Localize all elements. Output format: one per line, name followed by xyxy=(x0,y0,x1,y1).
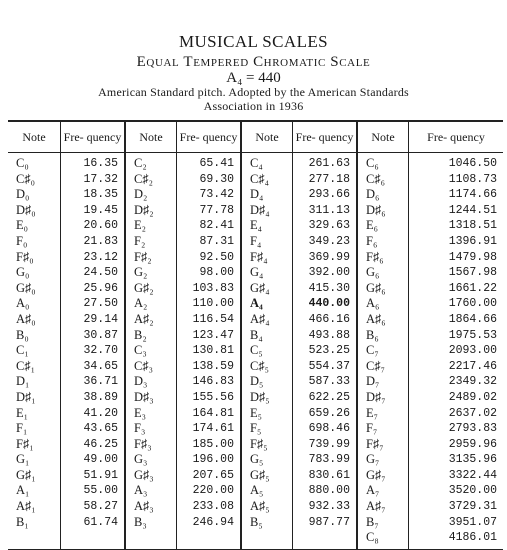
frequency-cell: 349.23 xyxy=(308,234,350,248)
standard-note-line-2: Association in 1936 xyxy=(203,99,304,113)
frequency-cell: 18.35 xyxy=(83,188,118,202)
note-cell: D₇ xyxy=(366,374,380,389)
frequency-cell: 830.61 xyxy=(308,468,350,482)
frequency-cell: 19.45 xyxy=(83,203,118,217)
note-cell: A♯₁ xyxy=(16,499,36,514)
frequency-cell: 110.00 xyxy=(192,297,234,311)
frequency-cell: 3951.07 xyxy=(448,515,497,529)
frequency-cell: 155.56 xyxy=(192,390,234,404)
frequency-cell: 41.20 xyxy=(83,406,118,420)
frequency-cell: 146.83 xyxy=(192,375,234,389)
frequency-cell: 523.25 xyxy=(308,344,350,358)
frequency-cell: 3729.31 xyxy=(448,500,497,514)
frequency-cell: 2093.00 xyxy=(448,344,497,358)
frequency-column-1 xyxy=(60,153,124,549)
note-cell: B₁ xyxy=(16,514,29,529)
frequency-cell: 466.16 xyxy=(308,312,350,326)
frequency-cell: 2349.32 xyxy=(448,375,497,389)
frequency-cell: 3322.44 xyxy=(448,468,497,482)
frequency-cell: 34.65 xyxy=(83,359,118,373)
note-cell: A₅ xyxy=(250,483,264,498)
frequency-cell: 1396.91 xyxy=(448,234,497,248)
frequency-cell: 233.08 xyxy=(192,500,234,514)
note-cell: E₁ xyxy=(16,405,28,420)
note-cell: B₇ xyxy=(366,514,379,529)
frequency-cell: 369.99 xyxy=(308,250,350,264)
note-cell: C₁ xyxy=(16,343,29,358)
note-cell: F₄ xyxy=(250,233,262,248)
frequency-cell: 55.00 xyxy=(83,484,118,498)
note-cell: F₆ xyxy=(366,233,378,248)
note-cell: D₂ xyxy=(134,187,148,202)
frequency-cell: 23.12 xyxy=(83,250,118,264)
note-cell: E₆ xyxy=(366,218,378,233)
note-cell: D♯₀ xyxy=(16,202,36,217)
note-cell: G₄ xyxy=(250,265,264,280)
frequency-cell: 1244.51 xyxy=(448,203,497,217)
note-cell: A₂ xyxy=(134,296,148,311)
note-cell: C♯₆ xyxy=(366,171,385,186)
frequency-cell: 69.30 xyxy=(199,172,234,186)
note-cell: A♯₅ xyxy=(250,499,270,514)
note-column-3 xyxy=(240,153,292,549)
note-cell: A₆ xyxy=(366,296,380,311)
note-cell: C₇ xyxy=(366,343,379,358)
note-cell: F♯₇ xyxy=(366,436,384,451)
note-cell: F♯₀ xyxy=(16,249,34,264)
frequency-cell: 73.42 xyxy=(199,188,234,202)
frequency-cell: 554.37 xyxy=(308,359,350,373)
note-cell: C₅ xyxy=(250,343,263,358)
frequency-cell: 392.00 xyxy=(308,266,350,280)
frequency-cell: 21.83 xyxy=(83,234,118,248)
note-cell: C₂ xyxy=(134,156,147,170)
frequency-cell: 329.63 xyxy=(308,219,350,233)
note-cell: C♯₅ xyxy=(250,358,269,373)
note-cell: A₇ xyxy=(366,483,380,498)
frequency-cell: 1864.66 xyxy=(448,312,497,326)
frequency-cell: 185.00 xyxy=(192,437,234,451)
note-cell: C♯₇ xyxy=(366,358,385,373)
note-cell: C₃ xyxy=(134,343,147,358)
frequency-cell: 2793.83 xyxy=(448,422,497,436)
frequency-cell: 739.99 xyxy=(308,437,350,451)
frequency-cell: 932.33 xyxy=(308,500,350,514)
frequency-cell: 98.00 xyxy=(199,266,234,280)
note-header: Note xyxy=(8,122,60,153)
frequency-cell: 103.83 xyxy=(192,281,234,295)
frequency-cell: 2217.46 xyxy=(448,359,497,373)
note-cell: F₁ xyxy=(16,421,28,436)
frequency-cell: 311.13 xyxy=(308,203,350,217)
frequency-cell: 1975.53 xyxy=(448,328,497,342)
note-cell: A♯₀ xyxy=(16,311,36,326)
note-cell: G♯₂ xyxy=(134,280,154,295)
note-cell: G₅ xyxy=(250,452,264,467)
frequency-cell: 1318.51 xyxy=(448,219,497,233)
frequency-cell: 61.74 xyxy=(83,515,118,529)
frequency-cell: 987.77 xyxy=(308,515,350,529)
note-cell: F♯₂ xyxy=(134,249,152,264)
frequency-cell: 92.50 xyxy=(199,250,234,264)
frequency-cell: 1760.00 xyxy=(448,297,497,311)
frequency-cell: 246.94 xyxy=(192,515,234,529)
note-cell: B₃ xyxy=(134,514,147,529)
frequency-column-2 xyxy=(176,153,240,549)
note-cell: G₃ xyxy=(134,452,148,467)
frequency-cell: 196.00 xyxy=(192,453,234,467)
note-cell: F♯₁ xyxy=(16,436,34,451)
frequency-cell: 46.25 xyxy=(83,437,118,451)
frequency-cell: 659.26 xyxy=(308,406,350,420)
note-cell: C₄ xyxy=(250,156,263,170)
note-cell: E₄ xyxy=(250,218,262,233)
frequency-cell: 2959.96 xyxy=(448,437,497,451)
reference-pitch: A₄ = 440 xyxy=(226,70,281,86)
note-cell: G♯₇ xyxy=(366,467,386,482)
note-column-2 xyxy=(124,153,176,549)
frequency-cell: 1174.66 xyxy=(448,188,497,202)
note-cell: F₀ xyxy=(16,233,28,248)
frequency-cell: 116.54 xyxy=(192,312,234,326)
frequency-cell: 25.96 xyxy=(83,281,118,295)
frequency-cell: 58.27 xyxy=(83,500,118,514)
note-cell: C♯₁ xyxy=(16,358,35,373)
note-cell: D₁ xyxy=(16,374,30,389)
frequency-cell: 164.81 xyxy=(192,406,234,420)
note-cell: G₀ xyxy=(16,265,30,280)
note-cell: B₄ xyxy=(250,327,263,342)
note-cell: F₃ xyxy=(134,421,146,436)
frequency-column-4 xyxy=(408,153,503,549)
note-cell: D♯₄ xyxy=(250,202,270,217)
note-cell: A♯₂ xyxy=(134,311,154,326)
frequency-cell: 20.60 xyxy=(83,219,118,233)
frequency-cell: 17.32 xyxy=(83,172,118,186)
note-cell: D₅ xyxy=(250,374,264,389)
note-cell: F♯₄ xyxy=(250,249,268,264)
note-cell: B₂ xyxy=(134,327,147,342)
frequency-cell: 43.65 xyxy=(83,422,118,436)
note-cell: G₆ xyxy=(366,265,380,280)
frequency-header: Fre- quency xyxy=(408,122,503,153)
note-column-4 xyxy=(356,153,408,549)
frequency-cell: 24.50 xyxy=(83,266,118,280)
note-cell: D♯₇ xyxy=(366,389,386,404)
note-cell: F♯₃ xyxy=(134,436,152,451)
note-cell: D₄ xyxy=(250,187,264,202)
note-cell: D₃ xyxy=(134,374,148,389)
frequency-cell: 415.30 xyxy=(308,281,350,295)
frequency-header: Fre- quency xyxy=(60,122,124,153)
frequency-cell: 3135.96 xyxy=(448,453,497,467)
frequency-cell: 49.00 xyxy=(83,453,118,467)
note-cell: D♯₃ xyxy=(134,389,154,404)
frequency-cell: 587.33 xyxy=(308,375,350,389)
note-cell: E₇ xyxy=(366,405,378,420)
frequency-header: Fre- quency xyxy=(292,122,356,153)
note-cell: F♯₆ xyxy=(366,249,384,264)
frequency-cell: 2637.02 xyxy=(448,406,497,420)
page-title: MUSICAL SCALES xyxy=(178,32,329,51)
note-cell: D♯₅ xyxy=(250,389,270,404)
frequency-cell: 4186.01 xyxy=(448,531,497,545)
frequency-column-3 xyxy=(292,153,356,549)
frequency-header: Fre- quency xyxy=(176,122,240,153)
frequency-cell: 3520.00 xyxy=(448,484,497,498)
note-header: Note xyxy=(240,122,292,153)
frequency-cell: 32.70 xyxy=(83,344,118,358)
frequency-cell: 293.66 xyxy=(308,188,350,202)
note-cell: A₁ xyxy=(16,483,30,498)
note-cell: G♯₃ xyxy=(134,467,154,482)
frequency-cell: 174.61 xyxy=(192,422,234,436)
frequency-cell: 622.25 xyxy=(308,390,350,404)
note-cell: D₆ xyxy=(366,187,380,202)
frequency-cell: 1661.22 xyxy=(448,281,497,295)
frequency-cell: 82.41 xyxy=(199,219,234,233)
frequency-cell: 77.78 xyxy=(199,203,234,217)
standard-note-line-1: American Standard pitch. Adopted by the American Standards xyxy=(98,85,409,99)
note-cell: C♯₂ xyxy=(134,171,153,186)
frequency-cell: 493.88 xyxy=(308,328,350,342)
note-cell: D♯₂ xyxy=(134,202,154,217)
frequency-cell: 1046.50 xyxy=(448,157,497,170)
note-cell: B₀ xyxy=(16,327,29,342)
frequency-cell: 277.18 xyxy=(308,172,350,186)
note-cell: G₁ xyxy=(16,452,30,467)
frequency-cell: 38.89 xyxy=(83,390,118,404)
note-header: Note xyxy=(356,122,408,153)
note-cell: G♯₆ xyxy=(366,280,386,295)
note-column-1 xyxy=(8,153,60,549)
note-cell: A♯₄ xyxy=(250,311,270,326)
note-cell: G♯₀ xyxy=(16,280,36,295)
note-cell: G♯₁ xyxy=(16,467,36,482)
note-cell: A♯₃ xyxy=(134,499,154,514)
note-cell: G♯₅ xyxy=(250,467,270,482)
frequency-cell: 51.91 xyxy=(83,468,118,482)
frequency-cell: 1479.98 xyxy=(448,250,497,264)
frequency-cell: 65.41 xyxy=(199,157,234,170)
note-cell: C₆ xyxy=(366,156,379,170)
note-cell: A₃ xyxy=(134,483,148,498)
page-subtitle: Equal Tempered Chromatic Scale xyxy=(136,54,371,70)
note-cell: C₀ xyxy=(16,156,29,170)
frequency-cell: 138.59 xyxy=(192,359,234,373)
frequency-cell: 130.81 xyxy=(192,344,234,358)
note-cell: G₂ xyxy=(134,265,148,280)
frequency-cell: 440.00 xyxy=(308,297,350,311)
frequency-cell: 123.47 xyxy=(192,328,234,342)
note-cell: C♯₄ xyxy=(250,171,269,186)
note-cell: E₅ xyxy=(250,405,262,420)
note-cell: B₆ xyxy=(366,327,379,342)
frequency-cell: 1567.98 xyxy=(448,266,497,280)
frequency-cell: 30.87 xyxy=(83,328,118,342)
frequency-cell: 27.50 xyxy=(83,297,118,311)
frequency-cell: 783.99 xyxy=(308,453,350,467)
note-cell: G♯₄ xyxy=(250,280,270,295)
frequency-cell: 1108.73 xyxy=(448,172,497,186)
note-cell: B₅ xyxy=(250,514,263,529)
frequency-cell: 207.65 xyxy=(192,468,234,482)
frequency-cell: 220.00 xyxy=(192,484,234,498)
note-cell: F₇ xyxy=(366,421,378,436)
note-cell: D♯₁ xyxy=(16,389,36,404)
note-cell: D♯₆ xyxy=(366,202,386,217)
note-cell: F₅ xyxy=(250,421,262,436)
frequency-cell: 2489.02 xyxy=(448,390,497,404)
note-cell: D₀ xyxy=(16,187,30,202)
frequency-cell: 261.63 xyxy=(308,157,350,170)
frequency-cell: 36.71 xyxy=(83,375,118,389)
frequency-cell: 87.31 xyxy=(199,234,234,248)
note-cell: E₀ xyxy=(16,218,28,233)
frequency-table xyxy=(8,120,503,550)
note-cell: C♯₀ xyxy=(16,171,35,186)
note-cell: A₄ xyxy=(250,296,263,311)
frequency-cell: 29.14 xyxy=(83,312,118,326)
frequency-cell: 16.35 xyxy=(83,157,118,170)
note-cell: F♯₅ xyxy=(250,436,268,451)
note-cell: G₇ xyxy=(366,452,380,467)
note-cell: E₃ xyxy=(134,405,146,420)
note-cell: C₈ xyxy=(366,530,379,545)
note-header: Note xyxy=(124,122,176,153)
note-cell: A♯₆ xyxy=(366,311,386,326)
note-cell: F₂ xyxy=(134,233,146,248)
note-cell: E₂ xyxy=(134,218,146,233)
frequency-cell: 698.46 xyxy=(308,422,350,436)
note-cell: A♯₇ xyxy=(366,499,386,514)
note-cell: A₀ xyxy=(16,296,30,311)
frequency-cell: 880.00 xyxy=(308,484,350,498)
note-cell: C♯₃ xyxy=(134,358,153,373)
